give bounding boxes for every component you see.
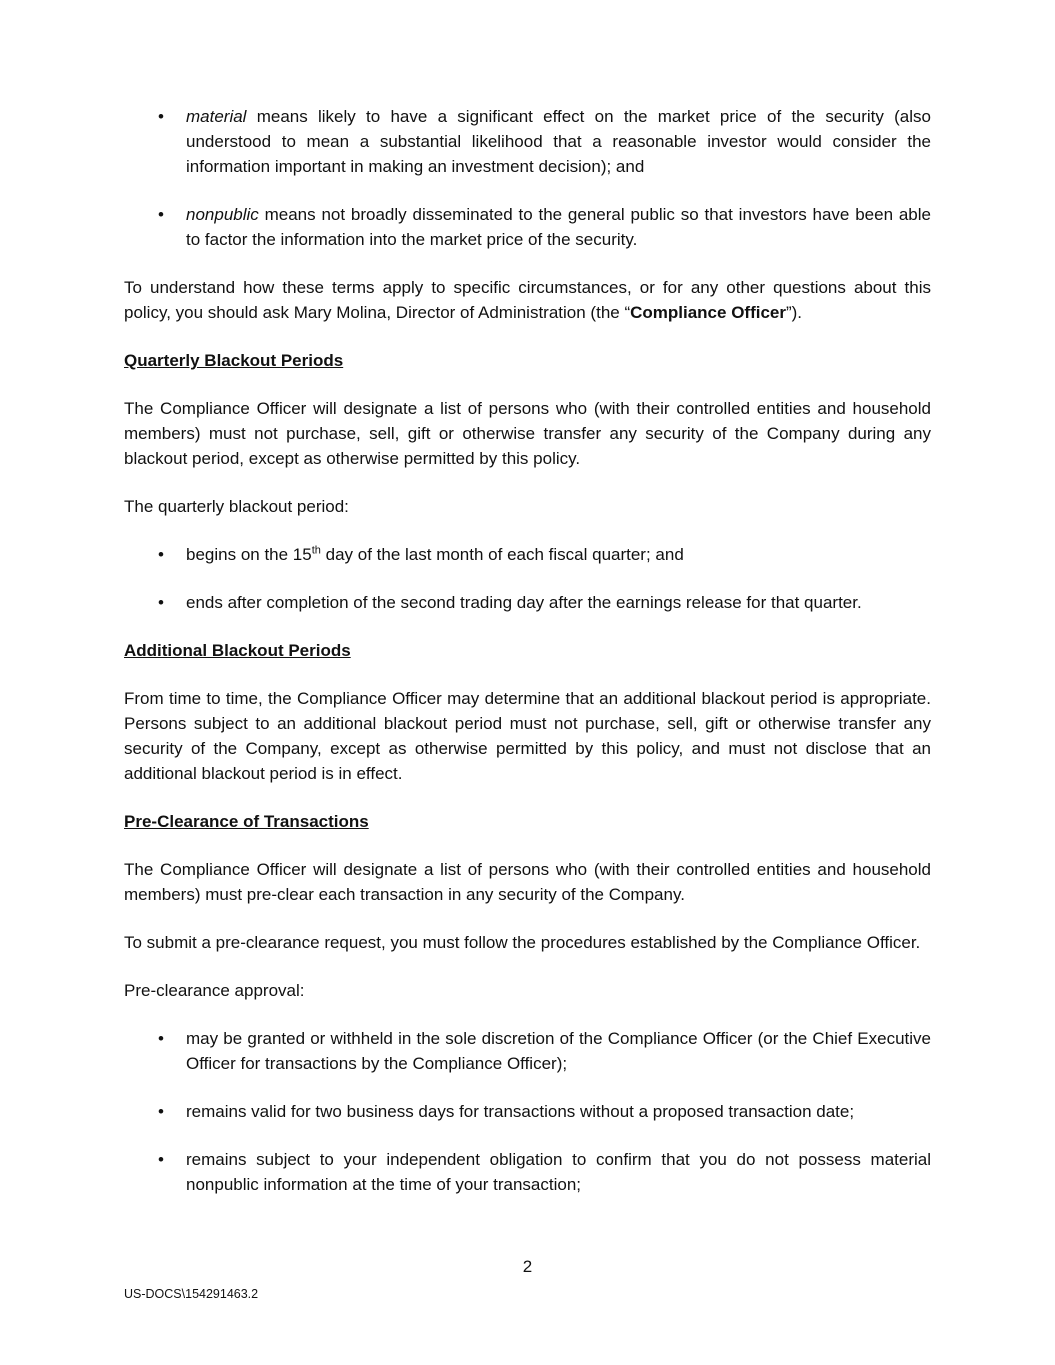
page-number: 2: [522, 1257, 533, 1276]
preclearance-paragraph-2: To submit a pre-clearance request, you must follow the procedures established by the Compliance Officer.: [124, 933, 921, 952]
quarterly-bullet-begins: [186, 542, 931, 567]
definitions-list: [124, 104, 931, 252]
definition-term: nonpublic: [186, 205, 259, 224]
quarterly-paragraph-2: The quarterly blackout period:: [124, 497, 349, 516]
bullet-text: begins on the 15: [186, 545, 312, 564]
definition-nonpublic: [186, 202, 931, 252]
definition-material: [186, 104, 931, 179]
approval-bullet-validity: • remains valid for two business days for transactions without a proposed transaction date;: [186, 1099, 931, 1124]
ordinal-superscript: th: [311, 544, 321, 557]
additional-paragraph: From time to time, the Compliance Officer may determine that an additional blackout period is appropriate. Persons subject to an additional blackout period must not purchase, sell, gift or otherwise transfer any security of the Company, except as otherwise permitted by this policy, and must not disclose that an additional blackout period is in effect.: [124, 689, 931, 783]
heading-pre-clearance: Pre-Clearance of Transactions: [124, 812, 369, 831]
preclearance-paragraph-1: The Compliance Officer will designate a list of persons who (with their controlled entities and household members) must pre-clear each transaction in any security of the Company.: [124, 860, 931, 904]
heading-additional-blackout-periods: Additional Blackout Periods: [124, 641, 351, 660]
intro-text: To understand how these terms apply to specific circumstances, or for any other questions about this policy, you should ask Mary Molina, Director of Administration (the “: [124, 278, 931, 322]
approval-bullet-obligation: • remains subject to your independent obligation to confirm that you do not possess material nonpublic information at the time of your transaction;: [186, 1147, 931, 1197]
quarterly-blackout-list: [124, 542, 931, 615]
definition-text: means not broadly disseminated to the general public so that investors have been able to factor the information into the market price of the security.: [186, 205, 931, 249]
document-id-footer: US-DOCS\154291463.2: [124, 1287, 259, 1301]
definition-term: material: [186, 107, 247, 126]
approval-bullet-discretion: • may be granted or withheld in the sole discretion of the Compliance Officer (or the Chief Executive Officer for transactions by the Compliance Officer);: [186, 1026, 931, 1076]
bullet-text-end: day of the last month of each fiscal quarter; and: [320, 545, 684, 564]
document-body: [124, 104, 931, 1220]
preclearance-approval-list: [124, 1026, 931, 1197]
intro-text-end: ”).: [785, 303, 803, 322]
quarterly-paragraph-1: The Compliance Officer will designate a list of persons who (with their controlled entities and household members) must not purchase, sell, gift or otherwise transfer any security of the Company during any blackout period, except as otherwise permitted by this policy.: [124, 399, 931, 468]
compliance-officer-term: Compliance Officer: [630, 303, 786, 322]
preclearance-paragraph-3: Pre-clearance approval:: [124, 981, 305, 1000]
intro-paragraph: [124, 275, 931, 325]
definition-text: means likely to have a significant effect on the market price of the security (also understood to mean a substantial likelihood that a reasonable investor would consider the information important in making an investment decision); and: [186, 107, 931, 176]
heading-quarterly-blackout-periods: Quarterly Blackout Periods: [124, 351, 344, 370]
quarterly-bullet-ends: • ends after completion of the second trading day after the earnings release for that quarter.: [186, 590, 931, 615]
